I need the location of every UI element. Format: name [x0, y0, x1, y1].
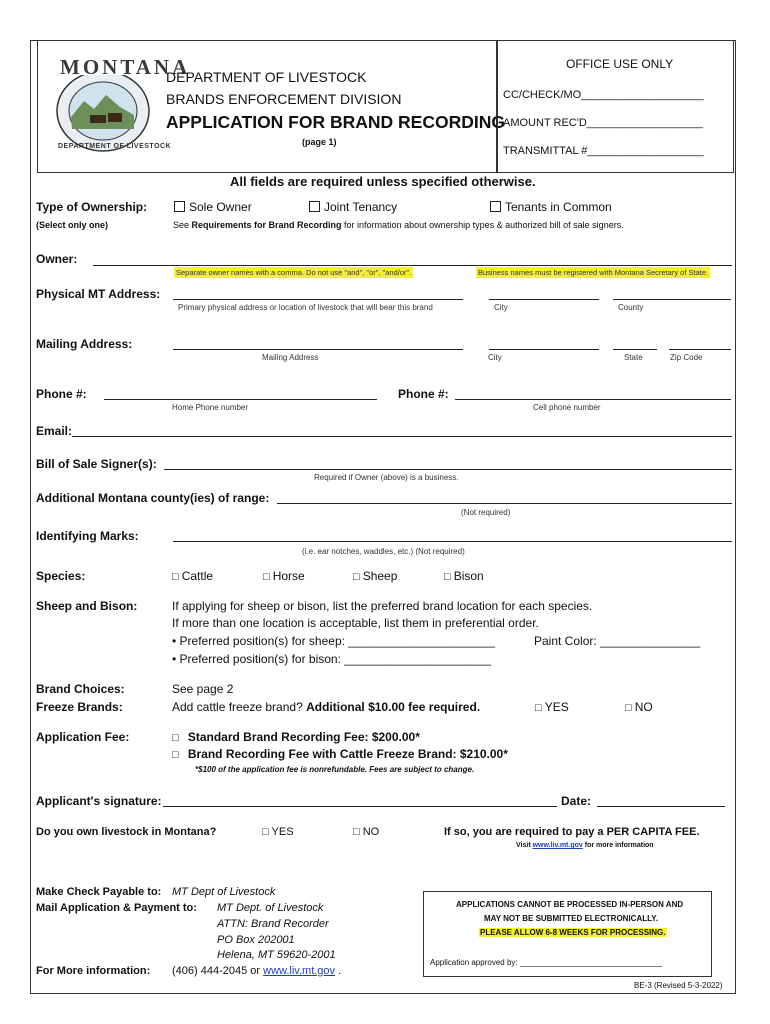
more-info-label: For More information: — [36, 965, 151, 977]
freeze-no-option[interactable] — [625, 700, 653, 714]
checkbox-icon[interactable]: □ — [262, 826, 272, 838]
option-label: Tenants in Common — [505, 200, 612, 214]
freeze-brands-question: Add cattle freeze brand? Additional $10.00 fee required. — [172, 700, 481, 714]
option-label: Sheep — [362, 569, 398, 583]
mail-address-line-1: MT Dept. of Livestock — [217, 902, 324, 914]
species-option-bison[interactable] — [444, 569, 484, 583]
identifying-marks-input[interactable] — [173, 541, 732, 542]
identifying-marks-label: Identifying Marks: — [36, 529, 139, 543]
checkbox-icon[interactable] — [174, 201, 185, 212]
option-label: Standard Brand Recording Fee: $200.00* — [187, 730, 420, 744]
mailing-state-caption: State — [624, 353, 643, 362]
checkbox-icon[interactable]: □ — [172, 571, 182, 583]
sheep-bison-instruction-1: If applying for sheep or bison, list the preferred brand location for each species. — [172, 599, 593, 613]
office-use-box — [497, 40, 734, 173]
physical-city-input[interactable] — [489, 299, 599, 300]
bill-of-sale-input[interactable] — [164, 469, 732, 470]
date-label: Date: — [561, 794, 592, 808]
species-option-sheep[interactable] — [353, 569, 397, 583]
home-phone-caption: Home Phone number — [172, 403, 249, 412]
processing-notice-box — [423, 891, 712, 977]
option-label: Brand Recording Fee with Cattle Freeze Brand: $210.00* — [187, 747, 508, 761]
mailing-zip-input[interactable] — [669, 349, 731, 350]
mail-to-label: Mail Application & Payment to: — [36, 902, 197, 914]
option-label: NO — [362, 826, 380, 838]
physical-address-label: Physical MT Address: — [36, 287, 161, 301]
signature-label: Applicant's signature: — [36, 794, 162, 808]
check-payable-value: MT Dept of Livestock — [172, 886, 276, 898]
paint-color-field[interactable]: Paint Color: _______________ — [534, 634, 701, 648]
ownership-option-sole[interactable] — [174, 200, 252, 214]
mailing-zip-caption: Zip Code — [670, 353, 703, 362]
mail-address-line-3: PO Box 202001 — [217, 934, 295, 946]
owner-note-business: Business names must be registered with Montana Secretary of State. — [478, 268, 709, 277]
check-payable-label: Make Check Payable to: — [36, 886, 162, 898]
cell-phone-caption: Cell phone number — [533, 403, 601, 412]
livestock-yes-option[interactable] — [262, 826, 294, 838]
cc-check-mo-field[interactable]: CC/CHECK/MO____________________ — [503, 89, 704, 101]
owner-label: Owner: — [36, 252, 78, 266]
option-label: NO — [634, 700, 653, 714]
home-phone-input[interactable] — [104, 399, 377, 400]
species-option-cattle[interactable] — [172, 569, 213, 583]
freeze-yes-option[interactable] — [535, 700, 569, 714]
checkbox-icon[interactable]: □ — [353, 571, 363, 583]
form-id: BE-3 (Revised 5-3-2022) — [634, 981, 723, 990]
livestock-no-option[interactable] — [353, 826, 379, 838]
freeze-brands-label: Freeze Brands: — [36, 700, 123, 714]
footer-website-link[interactable]: www.liv.mt.gov — [263, 965, 336, 977]
physical-county-input[interactable] — [613, 299, 731, 300]
fee-option-freeze[interactable] — [172, 747, 508, 761]
page-number: (page 1) — [302, 137, 337, 147]
ownership-option-common[interactable] — [490, 200, 612, 214]
cell-phone-label: Phone #: — [398, 387, 449, 401]
ownership-sublabel: (Select only one) — [36, 220, 109, 230]
ownership-option-joint[interactable] — [309, 200, 397, 214]
email-label: Email: — [36, 424, 73, 438]
sheep-bison-label: Sheep and Bison: — [36, 599, 138, 613]
ownership-label: Type of Ownership: — [36, 200, 148, 214]
logo-text-top: MONTANA — [60, 55, 191, 79]
application-fee-label: Application Fee: — [36, 730, 130, 744]
checkbox-icon[interactable] — [490, 201, 501, 212]
identifying-marks-caption: (i.e. ear notches, waddles, etc.) (Not required) — [302, 547, 465, 556]
more-info-value: (406) 444-2045 or www.liv.mt.gov . — [172, 965, 342, 977]
notice-line-3: PLEASE ALLOW 6-8 WEEKS FOR PROCESSING. — [480, 928, 666, 937]
email-input[interactable] — [72, 436, 732, 437]
form-title: APPLICATION FOR BRAND RECORDING — [166, 112, 505, 132]
owner-input-line[interactable] — [93, 265, 732, 266]
species-option-horse[interactable] — [263, 569, 305, 583]
office-use-title: OFFICE USE ONLY — [566, 57, 674, 71]
checkbox-icon[interactable]: □ — [535, 702, 545, 714]
option-label: YES — [544, 700, 569, 714]
fee-note: *$100 of the application fee is nonrefundable. Fees are subject to change. — [195, 765, 475, 774]
physical-address-caption: Primary physical address or location of livestock that will bear this brand — [178, 303, 433, 312]
amount-received-field[interactable]: AMOUNT REC'D___________________ — [503, 117, 704, 129]
mailing-address-label: Mailing Address: — [36, 337, 133, 351]
brand-choices-value: See page 2 — [172, 682, 234, 696]
mailing-state-input[interactable] — [613, 349, 657, 350]
division-name: BRANDS ENFORCEMENT DIVISION — [166, 91, 402, 107]
notice-line-2: MAY NOT BE SUBMITTED ELECTRONICALLY. — [484, 914, 658, 923]
option-label: Cattle — [181, 569, 214, 583]
option-label: Bison — [453, 569, 484, 583]
date-input[interactable] — [597, 806, 725, 807]
option-label: Sole Owner — [189, 200, 252, 214]
option-label: Horse — [272, 569, 305, 583]
mail-address-line-2: ATTN: Brand Recorder — [217, 918, 329, 930]
livestock-website-link[interactable]: www.liv.mt.gov — [532, 842, 583, 849]
mailing-address-input[interactable] — [173, 349, 463, 350]
checkbox-icon[interactable] — [309, 201, 320, 212]
per-capita-notice: If so, you are required to pay a PER CAPITA FEE. — [444, 826, 700, 838]
per-capita-visit: Visit www.liv.mt.gov for more information — [516, 842, 654, 849]
checkbox-icon[interactable]: □ — [353, 826, 363, 838]
logo-text-bottom: DEPARTMENT OF LIVESTOCK — [58, 143, 172, 150]
owner-note-names: Separate owner names with a comma. Do not use "and", "or", "and/or". — [176, 268, 412, 277]
option-label: YES — [271, 826, 294, 838]
county-range-label: Additional Montana county(ies) of range: — [36, 491, 270, 505]
physical-address-input[interactable] — [173, 299, 463, 300]
sheep-position-field[interactable]: • Preferred position(s) for sheep: ______________________ — [172, 634, 496, 648]
dept-name: DEPARTMENT OF LIVESTOCK — [166, 69, 367, 85]
mailing-city-input[interactable] — [489, 349, 599, 350]
cell-phone-input[interactable] — [455, 399, 731, 400]
required-notice: All fields are required unless specified otherwise. — [230, 174, 536, 189]
mailing-address-caption: Mailing Address — [262, 353, 319, 362]
fee-option-standard[interactable] — [172, 730, 420, 744]
physical-county-caption: County — [618, 303, 644, 312]
approved-by-field[interactable]: Application approved by: ________________________________ — [430, 958, 663, 967]
option-label: Joint Tenancy — [324, 200, 398, 214]
ownership-info: See Requirements for Brand Recording for information about ownership types & authorized bill of sale signers. — [173, 220, 624, 230]
checkbox-icon[interactable]: □ — [172, 732, 188, 744]
bill-of-sale-label: Bill of Sale Signer(s): — [36, 457, 157, 471]
bill-of-sale-caption: Required if Owner (above) is a business. — [314, 473, 459, 482]
header-box — [37, 40, 505, 173]
county-range-input[interactable] — [277, 503, 732, 504]
mailing-city-caption: City — [488, 353, 502, 362]
notice-line-1: APPLICATIONS CANNOT BE PROCESSED IN-PERSON AND — [456, 900, 684, 909]
home-phone-label: Phone #: — [36, 387, 87, 401]
checkbox-icon[interactable]: □ — [444, 571, 454, 583]
bison-position-field[interactable]: • Preferred position(s) for bison: ______________________ — [172, 652, 492, 666]
physical-city-caption: City — [494, 303, 508, 312]
signature-input[interactable] — [163, 806, 557, 807]
transmittal-field[interactable]: TRANSMITTAL #___________________ — [503, 145, 704, 157]
own-livestock-question: Do you own livestock in Montana? — [36, 826, 217, 838]
checkbox-icon[interactable]: □ — [625, 702, 635, 714]
brand-choices-label: Brand Choices: — [36, 682, 125, 696]
mail-address-line-4: Helena, MT 59620-2001 — [217, 949, 336, 961]
species-label: Species: — [36, 569, 86, 583]
checkbox-icon[interactable]: □ — [263, 571, 273, 583]
checkbox-icon[interactable]: □ — [172, 749, 188, 761]
sheep-bison-instruction-2: If more than one location is acceptable, list them in preferential order. — [172, 616, 539, 630]
county-range-caption: (Not required) — [461, 508, 511, 517]
